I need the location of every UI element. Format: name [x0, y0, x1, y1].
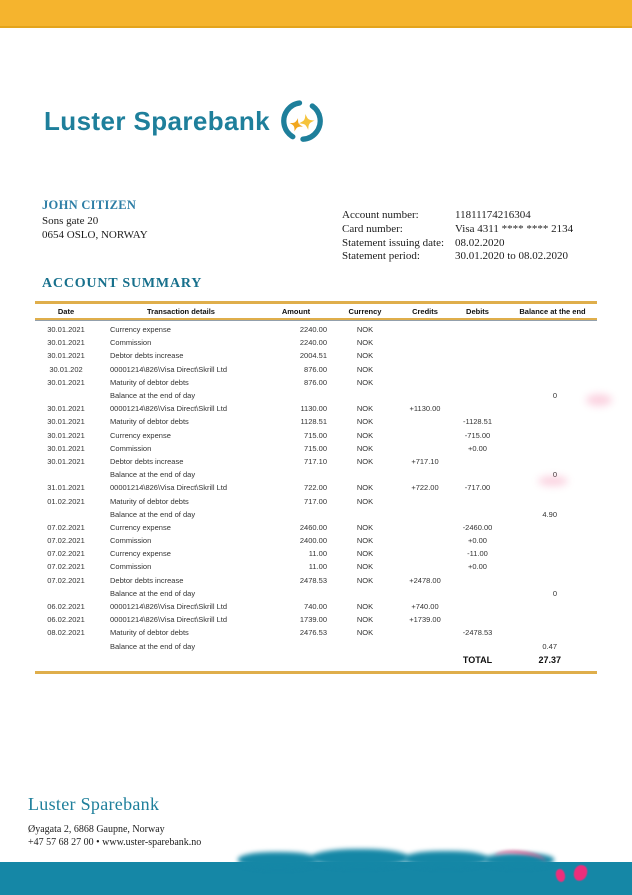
cell-currency: NOK [356, 325, 374, 335]
cell-amount: 1128.51 [300, 417, 327, 427]
statement-issuing-date-row [342, 237, 573, 251]
cell-amount: 715.00 [304, 430, 327, 440]
cell-amount: 2460.00 [299, 522, 327, 532]
cell-currency: NOK [356, 377, 374, 387]
account-number-label: Account number: [342, 209, 419, 221]
cell-debits: +0.00 [468, 536, 487, 546]
cell-debits: -11.00 [467, 549, 488, 559]
cell-currency: NOK [356, 364, 374, 374]
transactions-table [35, 301, 597, 674]
cell-date: 07.02.2021 [47, 536, 85, 546]
table-row [35, 521, 597, 534]
table-row [35, 574, 597, 587]
statement-period-row [342, 250, 573, 264]
cell-date: 30.01.2021 [47, 417, 85, 427]
cell-currency: NOK [356, 615, 374, 625]
table-row [35, 455, 597, 468]
cell-currency: NOK [356, 483, 374, 493]
table-row [35, 494, 597, 507]
cell-details: 00001214\826\Visa Direct\Skrill Ltd [110, 602, 228, 612]
cell-debits: +0.00 [468, 562, 487, 572]
column-header-balance: Balance at the end [519, 306, 586, 316]
cell-debits: -717.00 [464, 483, 491, 493]
cell-details: Commission [110, 338, 152, 348]
recipient-address-line1: Sons gate 20 [42, 215, 99, 227]
footer-contact: +47 57 68 27 00 • www.uster-sparebank.no [28, 836, 202, 848]
cell-amount: 11.00 [308, 562, 327, 572]
cell-currency: NOK [356, 562, 374, 572]
cell-balance: 0 [552, 470, 557, 480]
cell-amount: 11.00 [308, 549, 327, 559]
cell-amount: 717.10 [304, 456, 327, 466]
footer-block [28, 794, 201, 849]
cell-details: Maturity of debtor debts [110, 628, 189, 638]
table-bottom-gold-rule [35, 671, 597, 674]
cell-date: 01.02.2021 [47, 496, 85, 506]
pink-smudge [538, 476, 568, 486]
table-row [35, 323, 597, 336]
table-row [35, 429, 597, 442]
watermark-blob [238, 852, 318, 868]
table-row [35, 402, 597, 415]
cell-details: Balance at the end of day [110, 391, 196, 401]
cell-credits: +717.10 [411, 456, 439, 466]
cell-currency: NOK [356, 575, 374, 585]
cell-details: Currency expense [110, 325, 171, 335]
cell-details: Currency expense [110, 549, 171, 559]
cell-amount: 2476.53 [299, 628, 327, 638]
cell-amount: 722.00 [304, 483, 327, 493]
cell-date: 30.01.2021 [47, 338, 85, 348]
cell-currency: NOK [356, 443, 374, 453]
cell-date: 07.02.2021 [47, 522, 85, 532]
cell-currency: NOK [356, 417, 374, 427]
recipient-block [42, 198, 148, 242]
cell-currency: NOK [356, 549, 374, 559]
cell-amount: 876.00 [304, 377, 327, 387]
column-header-currency: Currency [348, 306, 382, 316]
bank-logo-text: Luster Sparebank [44, 105, 271, 136]
recipient-name: JOHN CITIZEN [42, 198, 137, 212]
cell-date: 08.02.2021 [47, 628, 85, 638]
statement-period-value: 30.01.2020 to 08.02.2020 [455, 250, 569, 263]
cell-details: Currency expense [110, 430, 171, 440]
cell-details: Balance at the end of day [110, 470, 196, 480]
cell-date: 06.02.2021 [47, 602, 85, 612]
cell-details: 00001214\826\Visa Direct\Skrill Ltd [110, 404, 228, 414]
table-row [35, 336, 597, 349]
cell-credits: +740.00 [411, 602, 439, 612]
table-row [35, 626, 597, 639]
statement-period-label: Statement period: [342, 250, 420, 263]
table-row [35, 534, 597, 547]
bank-logo [44, 98, 325, 144]
cell-currency: NOK [356, 496, 374, 506]
bank-logo-icon [279, 98, 325, 144]
cell-balance: 4.90 [542, 509, 557, 519]
cell-details: 00001214\826\Visa Direct\Skrill Ltd [110, 364, 228, 374]
cell-balance: 0 [552, 391, 557, 401]
cell-debits: -2460.00 [462, 522, 493, 532]
cell-details: Currency expense [110, 522, 171, 532]
table-row [35, 376, 597, 389]
table-row [35, 640, 597, 653]
cell-debits: -2478.53 [462, 628, 493, 638]
cell-credits: +2478.00 [409, 575, 441, 585]
cell-amount: 1130.00 [300, 404, 327, 414]
cell-details: Balance at the end of day [110, 509, 196, 519]
table-row [35, 481, 597, 494]
column-header-transaction-details: Transaction details [147, 306, 215, 316]
total-row [35, 653, 597, 668]
table-row [35, 468, 597, 481]
cell-details: Balance at the end of day [110, 641, 196, 651]
cell-date: 30.01.2021 [47, 351, 85, 361]
cell-currency: NOK [356, 602, 374, 612]
pink-smudge [586, 394, 612, 406]
cell-date: 30.01.2021 [47, 443, 85, 453]
footer-bank-name: Luster Sparebank [28, 794, 160, 814]
cell-amount: 2240.00 [299, 338, 327, 348]
cell-balance: 0 [552, 588, 557, 598]
card-number-value: Visa 4311 **** **** 2134 [455, 222, 574, 235]
cell-amount: 717.00 [304, 496, 327, 506]
cell-details: 00001214\826\Visa Direct\Skrill Ltd [110, 483, 228, 493]
table-row [35, 613, 597, 626]
cell-currency: NOK [356, 456, 374, 466]
cell-amount: 740.00 [304, 602, 327, 612]
cell-details: Debtor debts increase [110, 456, 184, 466]
cell-currency: NOK [356, 404, 374, 414]
cell-details: Debtor debts increase [110, 351, 184, 361]
recipient-address-line2: 0654 OSLO, NORWAY [42, 228, 148, 241]
cell-debits: -715.00 [464, 430, 491, 440]
cell-currency: NOK [356, 628, 374, 638]
table-row [35, 600, 597, 613]
watermark-blob [404, 851, 488, 867]
cell-amount: 2004.51 [299, 351, 327, 361]
cell-debits: -1128.51 [462, 417, 493, 427]
table-row [35, 389, 597, 402]
table-row [35, 560, 597, 573]
cell-currency: NOK [356, 338, 374, 348]
cell-currency: NOK [356, 430, 374, 440]
column-header-credits: Credits [412, 306, 438, 316]
cell-amount: 876.00 [304, 364, 327, 374]
cell-date: 31.01.2021 [47, 483, 85, 493]
cell-credits: +1130.00 [409, 404, 441, 414]
table-row [35, 442, 597, 455]
cell-currency: NOK [356, 536, 374, 546]
cell-date: 07.02.2021 [47, 562, 85, 572]
cell-debits: +0.00 [468, 443, 487, 453]
top-border-band [0, 0, 632, 28]
cell-amount: 2400.00 [299, 536, 327, 546]
table-row [35, 415, 597, 428]
statement-issuing-date-value: 08.02.2020 [455, 236, 505, 249]
table-row [35, 508, 597, 521]
table-row [35, 363, 597, 376]
table-row [35, 587, 597, 600]
footer-address: Øyagata 2, 6868 Gaupne, Norway [28, 824, 165, 835]
account-number-row [342, 209, 573, 223]
cell-amount: 1739.00 [299, 615, 327, 625]
cell-details: Balance at the end of day [110, 588, 196, 598]
statement-issuing-date-label: Statement issuing date: [342, 236, 445, 249]
cell-details: 00001214\826\Visa Direct\Skrill Ltd [110, 615, 228, 625]
cell-date: 30.01.2021 [47, 430, 85, 440]
cell-details: Debtor debts increase [110, 575, 184, 585]
account-info-block [342, 209, 573, 264]
cell-details: Maturity of debtor debts [110, 377, 189, 387]
card-number-label: Card number: [342, 222, 403, 235]
cell-credits: +1739.00 [409, 615, 441, 625]
column-header-amount: Amount [281, 306, 311, 316]
cell-balance: 0.47 [542, 641, 557, 651]
cell-date: 07.02.2021 [47, 575, 85, 585]
cell-amount: 2240.00 [299, 325, 327, 335]
cell-currency: NOK [356, 351, 374, 361]
cell-date: 06.02.2021 [47, 615, 85, 625]
cell-amount: 2478.53 [299, 575, 327, 585]
cell-credits: +722.00 [411, 483, 439, 493]
section-title-account-summary: ACCOUNT SUMMARY [42, 276, 203, 291]
total-value: 27.37 [538, 655, 561, 666]
cell-details: Maturity of debtor debts [110, 496, 189, 506]
cell-details: Commission [110, 562, 152, 572]
cell-date: 30.01.202 [49, 364, 83, 374]
column-header-date: Date [57, 306, 75, 316]
cell-details: Commission [110, 536, 152, 546]
cell-date: 30.01.2021 [47, 377, 85, 387]
cell-date: 30.01.2021 [47, 325, 85, 335]
total-label: TOTAL [462, 655, 493, 666]
table-header-dark-rule [35, 320, 597, 321]
cell-currency: NOK [356, 522, 374, 532]
cell-date: 30.01.2021 [47, 456, 85, 466]
column-header-debits: Debits [466, 306, 489, 316]
account-number-value: 11811174216304 [455, 209, 531, 221]
cell-date: 07.02.2021 [47, 549, 85, 559]
table-row [35, 349, 597, 362]
watermark-blob [312, 849, 408, 867]
cell-details: Commission [110, 443, 152, 453]
card-number-row [342, 223, 573, 237]
table-row [35, 547, 597, 560]
cell-amount: 715.00 [304, 443, 327, 453]
cell-date: 30.01.2021 [47, 404, 85, 414]
cell-details: Maturity of debtor debts [110, 417, 189, 427]
table-body [35, 323, 597, 653]
table-header-row [35, 301, 597, 318]
